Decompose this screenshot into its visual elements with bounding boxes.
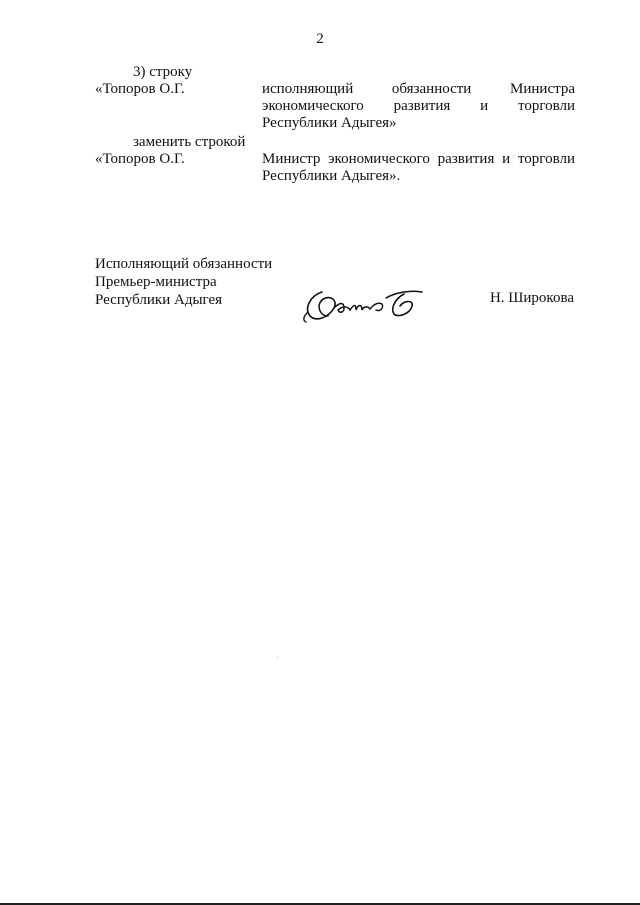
old-position-line-2: экономического развития и торговли	[262, 98, 575, 114]
signer-title-line-3: Республики Адыгея	[95, 292, 223, 308]
page-number: 2	[316, 31, 324, 47]
signer-name: Н. Широкова	[489, 290, 574, 306]
old-name: «Топоров О.Г.	[95, 81, 185, 97]
signer-title	[95, 255, 272, 309]
old-position-line-1: исполняющий обязанности Министра	[262, 81, 575, 97]
signer-title-line-2: Премьер-министра	[95, 274, 217, 290]
old-position-line-3: Республики Адыгея»	[262, 115, 397, 131]
item-intro: 3) строку	[133, 64, 193, 80]
new-position-line-1: Министр экономического развития и торговли	[262, 151, 575, 167]
signer-title-line-1: Исполняющий обязанности	[95, 256, 273, 272]
new-name: «Топоров О.Г.	[95, 151, 185, 167]
scan-speck	[277, 657, 278, 658]
new-position-line-2: Республики Адыгея».	[262, 168, 401, 184]
handwritten-signature	[300, 282, 425, 327]
replace-label: заменить строкой	[133, 134, 246, 150]
